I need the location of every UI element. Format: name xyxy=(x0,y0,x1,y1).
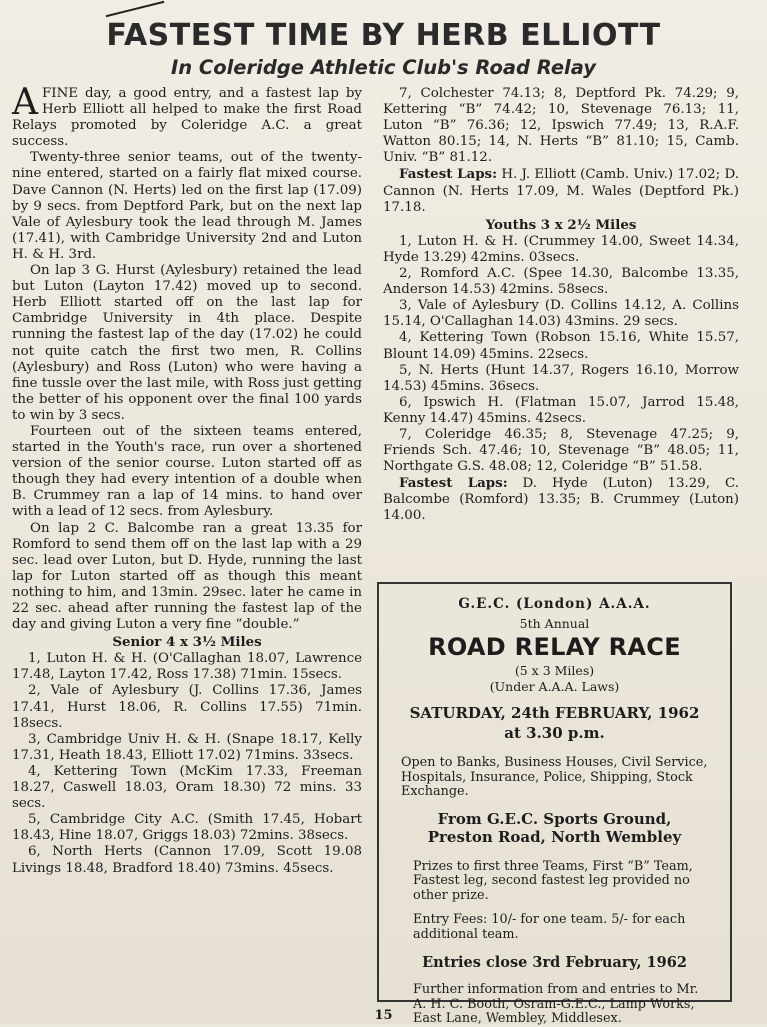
youths-results-heading: Youths 3 x 2½ Miles xyxy=(485,216,637,233)
left-column xyxy=(12,82,362,877)
advert-organiser: G.E.C. (London) A.A.A. xyxy=(458,596,651,612)
senior-result: 5, Cambridge City A.C. (Smith 17.45, Hobart 18.43, Hine 18.07, Griggs 18.03) 72mins. 38secs. xyxy=(12,812,362,844)
article-paragraph-5: On lap 2 C. Balcombe ran a great 13.35 for Romford to send them off on the last lap with a 29 sec. lead over Luton, but D. Hyde, running the last lap for Luton started off as though this meant nothing to him, and 13min. 29sec. later he came in 22 sec. ahead after running the fastest lap of the day and giving Luton a very fine “double.” xyxy=(12,520,362,633)
advert-fees: Entry Fees: 10/- for one team. 5/- for each additional team. xyxy=(413,912,686,942)
advert-closing-date: Entries close 3rd February, 1962 xyxy=(422,954,687,971)
senior-fastest-laps: Fastest Laps: H. J. Elliott (Camb. Univ.) 17.02; D. Cannon (N. Herts 17.09, M. Wales (Deptford Pk.) 17.18. xyxy=(383,166,739,215)
advert-date: SATURDAY, 24th FEBRUARY, 1962 xyxy=(409,704,700,722)
article-paragraph-4: Fourteen out of the sixteen teams entered, started in the Youth's race, run over a shortened version of the senior course. Luton started off as though they had every intention of a double when B. Crummey ran a lap of 14 mins. to hand over with a lead of 12 secs. from Aylesbury. xyxy=(12,423,362,520)
senior-result: 1, Luton H. & H. (O'Callaghan 18.07, Lawrence 17.48, Layton 17.42, Ross 17.38) 71min. 15secs. xyxy=(12,651,362,683)
advert-distance: (5 x 3 Miles) xyxy=(514,663,595,678)
right-column xyxy=(383,86,739,525)
senior-result: 6, North Herts (Cannon 17.09, Scott 19.08 Livings 18.48, Bradford 18.40) 73mins. 45secs. xyxy=(12,844,362,876)
drop-cap: A xyxy=(12,82,38,123)
senior-result: 2, Vale of Aylesbury (J. Collins 17.36, James 17.41, Hurst 18.06, R. Collins 17.55) 71min. 18secs. xyxy=(12,683,362,731)
advert-time: at 3.30 p.m. xyxy=(504,724,605,742)
pen-mark xyxy=(106,1,165,17)
advert-edition: 5th Annual xyxy=(519,616,590,631)
senior-result: 4, Kettering Town (McKim 17.33, Freeman 18.27, Caswell 18.03, Oram 18.30) 72 mins. 33 secs. xyxy=(12,763,362,812)
advert-title: ROAD RELAY RACE xyxy=(428,633,681,661)
advert-venue-line-2: Preston Road, North Wembley xyxy=(427,827,682,846)
youths-fastest-laps: Fastest Laps: D. Hyde (Luton) 13.29, C. Balcombe (Romford) 13.35; B. Crummey (Luton) 14.00. xyxy=(383,475,739,524)
advert-prizes: Prizes to first three Teams, First “B” Team, Fastest leg, second fastest leg provided no other prize. xyxy=(413,858,693,903)
youths-result: 3, Vale of Aylesbury (D. Collins 14.12, A. Collins 15.14, O'Callaghan 14.03) 43mins. 29 secs. xyxy=(383,298,739,330)
advert-contact-info: Further information from and entries to Mr. A. H. C. Booth, Osram-G.E.C., Lamp Works, East Lane, Wembley, Middlesex. xyxy=(413,982,699,1026)
advert-laws: (Under A.A.A. Laws) xyxy=(489,679,620,694)
youths-result: 5, N. Herts (Hunt 14.37, Rogers 16.10, Morrow 14.53) 45mins. 36secs. xyxy=(383,362,739,394)
senior-results-heading: Senior 4 x 3½ Miles xyxy=(112,634,262,651)
senior-results-continued: 7, Colchester 74.13; 8, Deptford Pk. 74.29; 9, Kettering “B” 74.42; 10, Stevenage 76.13; 11, Luton “B” 76.36; 12, Ipswich 77.49; 13, R.A.F. Watton 80.15; 14, N. Herts “B” 81.10; 15, Camb. Univ. “B” 81.12. xyxy=(383,86,739,166)
advert-venue-line-1: From G.E.C. Sports Ground, xyxy=(437,809,672,828)
senior-result: 3, Cambridge Univ H. & H. (Snape 18.17, Kelly 17.31, Heath 18.43, Elliott 17.02) 71mins. 33secs. xyxy=(12,731,362,763)
youths-result: 4, Kettering Town (Robson 15.16, White 15.57, Blount 14.09) 45mins. 22secs. xyxy=(383,330,739,362)
article-paragraph-3: On lap 3 G. Hurst (Aylesbury) retained the lead but Luton (Layton 17.42) moved up to second. Herb Elliott started off on the last lap for Cambridge University in 4th place. Despite running the fastest lap of the day (17.02) he could not quite catch the first two men, R. Collins (Aylesbury) and Ross (Luton) who were having a fine tussle over the last mile, with Ross just getting the better of his opponent over the final 100 yards to win by 3 secs. xyxy=(12,263,362,423)
youths-result: 6, Ipswich H. (Flatman 15.07, Jarrod 15.48, Kenny 14.47) 45mins. 42secs. xyxy=(383,394,739,426)
youths-result: 7, Coleridge 46.35; 8, Stevenage 47.25; 9, Friends Sch. 47.46; 10, Stevenage “B” 48.05; 11, Northgate G.S. 48.08; 12, Coleridge “B” 51.58. xyxy=(383,426,739,475)
youths-result: 1, Luton H. & H. (Crummey 14.00, Sweet 14.34, Hyde 13.29) 42mins. 03secs. xyxy=(383,233,739,265)
article-paragraph-2: Twenty-three senior teams, out of the twenty-nine entered, started on a fairly flat mixed course. Dave Cannon (N. Herts) led on the first lap (17.09) by 9 secs. from Deptford Park, but on the next lap Vale of Aylesbury took the lead through M. James (17.41), with Cambridge University 2nd and Luton H. & H. 3rd. xyxy=(12,150,362,262)
headline: FASTEST TIME BY HERB ELLIOTT xyxy=(106,18,661,53)
advert-eligibility: Open to Banks, Business Houses, Civil Service, Hospitals, Insurance, Police, Shipping, Stock Exchange. xyxy=(401,755,708,799)
article-paragraph-1: A FINE day, a good entry, and a fastest lap by Herb Elliott all helped to make the first Road Relays promoted by Coleridge A.C. a great success. xyxy=(12,82,362,150)
youths-result: 2, Romford A.C. (Spee 14.30, Balcombe 13.35, Anderson 14.53) 42mins. 58secs. xyxy=(383,266,739,298)
subheadline: In Coleridge Athletic Club's Road Relay xyxy=(170,56,597,79)
page-number: 15 xyxy=(374,1008,393,1023)
advert-venue xyxy=(379,810,730,846)
